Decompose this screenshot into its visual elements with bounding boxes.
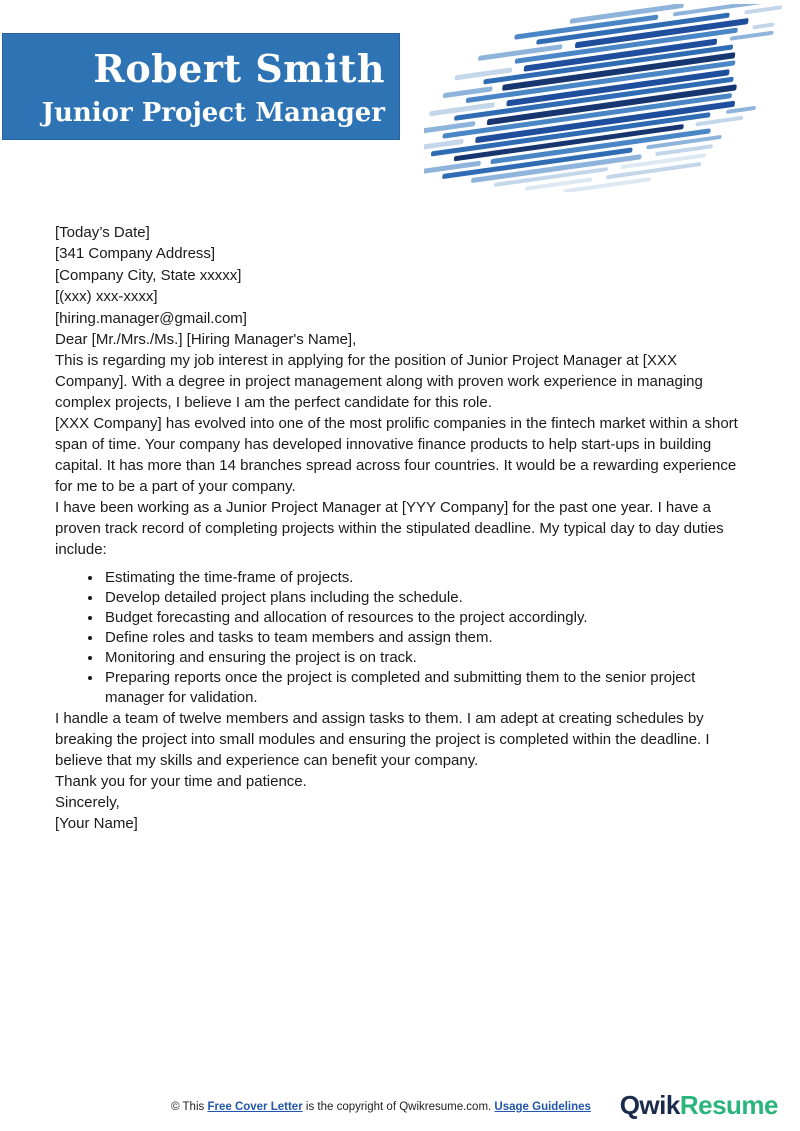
- duty-item: • Preparing reports once the project is completed and submitting them to the senior project manager for validation.: [103, 668, 747, 708]
- copyright-prefix: © This: [171, 1101, 208, 1113]
- paragraph-experience: I have been working as a Junior Project Manager at [YYY Company] for the past one year. I have a proven track record of completing projects within the stipulated deadline. My typical day to day duties include:: [55, 499, 724, 558]
- abstract-streaks-icon: [424, 4, 796, 192]
- person-name: Robert Smith: [93, 46, 385, 91]
- page-footer: [0, 1088, 800, 1128]
- copyright-middle: is the copyright of Qwikresume.com.: [302, 1101, 495, 1113]
- paragraph-intro: This is regarding my job interest in applying for the position of Junior Project Manager at [XXX Company]. With a degree in project management along with proven work experience in managing complex projects, I believe I am the perfect candidate for this role.: [55, 352, 703, 411]
- paragraph-closing: I handle a team of twelve members and assign tasks to them. I am adept at creating schedules by breaking the project into small modules and ensuring the project is completed within the deadline. I believe that my skills and experience can benefit your company.: [55, 710, 710, 769]
- header-name-box: [2, 33, 400, 140]
- logo-qwik-text: Qwik: [619, 1090, 680, 1120]
- duty-item: • Develop detailed project plans including the schedule.: [103, 588, 747, 608]
- usage-guidelines-link[interactable]: Usage Guidelines: [494, 1101, 591, 1113]
- address-line: [hiring.manager@gmail.com]: [55, 309, 247, 327]
- paragraph-company: [XXX Company] has evolved into one of the most prolific companies in the fintech market within a short span of time. Your company has developed innovative finance products to help start-ups in building capital. It has more than 14 branches spread across four countries. It would be a rewarding experience for me to be a part of your company.: [55, 415, 738, 495]
- company-address-block: [55, 243, 747, 329]
- duties-list: [55, 568, 747, 708]
- qwikresume-logo[interactable]: [620, 1090, 778, 1121]
- address-line: [(xxx) xxx-xxxx]: [55, 288, 158, 305]
- duty-item: • Budget forecasting and allocation of resources to the project accordingly.: [103, 608, 747, 628]
- address-line: [341 Company Address]: [55, 245, 216, 262]
- free-cover-letter-link[interactable]: Free Cover Letter: [207, 1101, 303, 1113]
- duty-item: • Monitoring and ensuring the project is on track.: [103, 648, 747, 668]
- greeting-line: Dear [Mr./Mrs./Ms.] [Hiring Manager's Name],: [55, 331, 357, 348]
- thanks-line: Thank you for your time and patience.: [55, 773, 307, 790]
- signoff-line: Sincerely,: [55, 794, 120, 811]
- job-title: Junior Project Manager: [41, 98, 385, 128]
- letter-body: [55, 222, 747, 834]
- address-line: [Company City, State xxxxx]: [55, 266, 242, 284]
- duty-item: • Define roles and tasks to team members and assign them.: [103, 628, 747, 648]
- date-line: [Today’s Date]: [55, 224, 150, 241]
- signature-line: [Your Name]: [55, 815, 138, 832]
- logo-resume-text: Resume: [679, 1090, 778, 1120]
- duty-item: • Estimating the time-frame of projects.: [103, 568, 747, 588]
